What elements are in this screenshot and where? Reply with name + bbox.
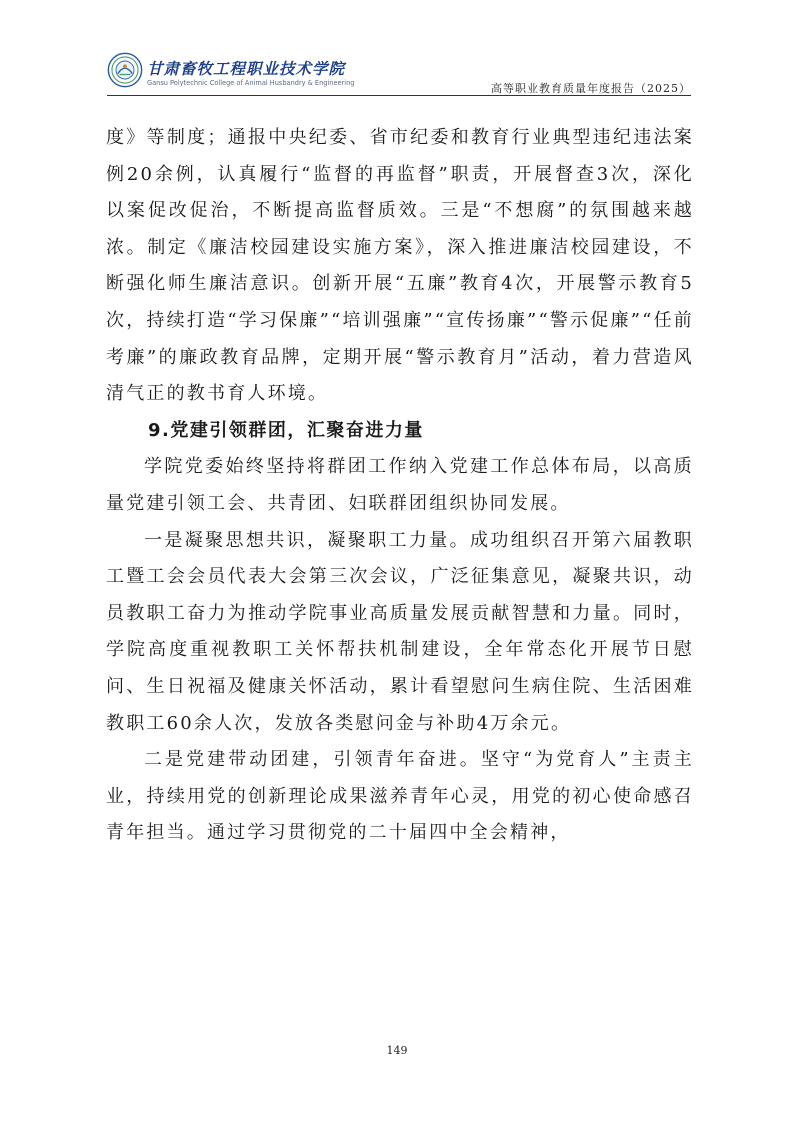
page-body (106, 120, 694, 852)
header-divider (107, 95, 691, 96)
paragraph-one: 一是凝聚思想共识，凝聚职工力量。成功组织召开第六届教职工暨工会会员代表大会第三次会议，广泛征集意见，凝聚共识，动员教职工奋力为推动学院事业高质量发展贡献智慧和力量。同时，学院高度重视教职工关怀帮扶机制建设，全年常态化开展节日慰问、生日祝福及健康关怀活动，累计看望慰问生病住院、生活困难教职工60余人次，发放各类慰问金与补助4万余元。 (106, 529, 694, 734)
paragraph-intro: 学院党委始终坚持将群团工作纳入党建工作总体布局，以高质量党建引领工会、共青团、妇联群团组织协同发展。 (106, 456, 694, 514)
paragraph-two: 二是党建带动团建，引领青年奋进。坚守“为党育人”主责主业，持续用党的创新理论成果滋养青年心灵，用党的初心使命感召青年担当。通过学习贯彻党的二十届四中全会精神， (106, 749, 694, 844)
college-emblem-icon (107, 52, 143, 88)
college-name-chinese: 甘肃畜牧工程职业技术学院 (147, 59, 346, 78)
report-title: 高等职业教育质量年度报告（2025） (491, 82, 691, 95)
page-header (107, 48, 691, 98)
page-number: 149 (386, 1044, 408, 1057)
college-name-english: Gansu Polytechnic College of Animal Husbandry & Engineering (147, 79, 355, 87)
paragraph-continued: 度》等制度；通报中央纪委、省市纪委和教育行业典型违纪违法案例20余例，认真履行“监督的再监督”职责，开展督查3次，深化以案促改促治，不断提高监督质效。三是“不想腐”的氛围越来越浓。制定《廉洁校园建设实施方案》，深入推进廉洁校园建设，不断强化师生廉洁意识。创新开展“五廉”教育4次，开展警示教育5次，持续打造“学习保廉”“培训强廉”“宣传扬廉”“警示促廉”“任前考廉”的廉政教育品牌，定期开展“警示教育月”活动，着力营造风清气正的教书育人环境。 (106, 127, 694, 405)
section-heading: 9.党建引领群团，汇聚奋进力量 (148, 419, 424, 441)
